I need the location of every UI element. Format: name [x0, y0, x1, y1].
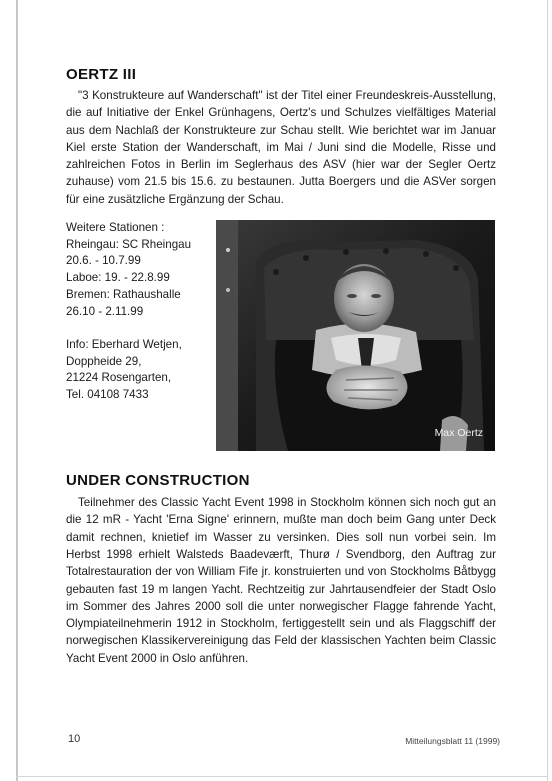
page-edge-left: [16, 0, 18, 781]
photo-caption: Max Oertz: [434, 427, 483, 440]
page-edge-right: [547, 0, 548, 781]
page-edge-bottom: [16, 776, 548, 777]
station-line: 26.10 - 2.11.99: [66, 304, 144, 318]
info-line: Info: Eberhard Wetjen,: [66, 337, 182, 351]
portrait-illustration: [216, 220, 495, 451]
station-line: Laboe: 19. - 22.8.99: [66, 271, 170, 285]
info-line: Doppheide 29,: [66, 354, 142, 368]
stations-list: [66, 220, 216, 404]
station-line: 20.6. - 10.7.99: [66, 254, 141, 268]
section-title-under-construction: UNDER CONSTRUCTION: [66, 472, 250, 490]
info-line: 21224 Rosengarten,: [66, 371, 172, 385]
info-line: Tel. 04108 7433: [66, 388, 149, 402]
oertz-paragraph: "3 Konstrukteure auf Wanderschaft" ist der Titel einer Freundeskreis-Ausstellung, die auf Initiative der Enkel Grünhagens, Oertz's und Schulzes vielfältiges Material aus dem Nachlaß der Konstrukteure zur Schau stellt. Wie berichtet war im Januar Kiel erste Station der Wanderschaft, im Mai / Juni sind die Modelle, Risse und zahlreichen Fotos in Berlin im Seglerhaus des ASV (hier war der Segler Oertz zuhause) vom 21.5 bis 15.6. zu bestaunen. Jutta Boergers und die ASVer sorgen für eine zusätzliche Ergänzung der Schau.: [66, 89, 496, 206]
exhibition-block: [66, 220, 496, 466]
station-line: Rheingau: SC Rheingau: [66, 237, 192, 251]
section-title-oertz: OERTZ III: [66, 66, 137, 83]
portrait-photo: [216, 220, 495, 451]
publication-footer: Mitteilungsblatt 11 (1999): [405, 736, 500, 746]
page-number: 10: [68, 733, 81, 745]
under-construction-paragraph: Teilnehmer des Classic Yacht Event 1998 in Stockholm können sich noch gut an die 12 mR - Yacht 'Erna Signe' erinnern, mußte man doch beim Gang unter Deck damit rechnen, knietief im Wasser zu versinken. Dies soll nun vorbei sein. Im Herbst 1998 erhielt Walsteds Baadeværft, Thurø / Svendborg, den Auftrag zur Totalrestauration der von William Fife jr. konstruierten und von Stockholms Båtbygg gebauten fast 19 m langen Yacht. Rechtzeitig zur Jahrtausendfeier der Stadt Oslo im Sommer des Jahres 2000 soll die unter norwegischer Flagge fahrende Yacht, Olympiateilnehmerin 1912 in Stockholm, fertiggestellt sein und als Flaggschiff der norwegischen Klassikervereinigung das Feld der klassischen Yachten beim Classic Yacht Event 2000 in Oslo anführen.: [66, 496, 496, 665]
station-line: Bremen: Rathaushalle: [66, 287, 181, 301]
stations-heading: Weitere Stationen :: [66, 221, 165, 235]
page-content: [66, 66, 496, 667]
